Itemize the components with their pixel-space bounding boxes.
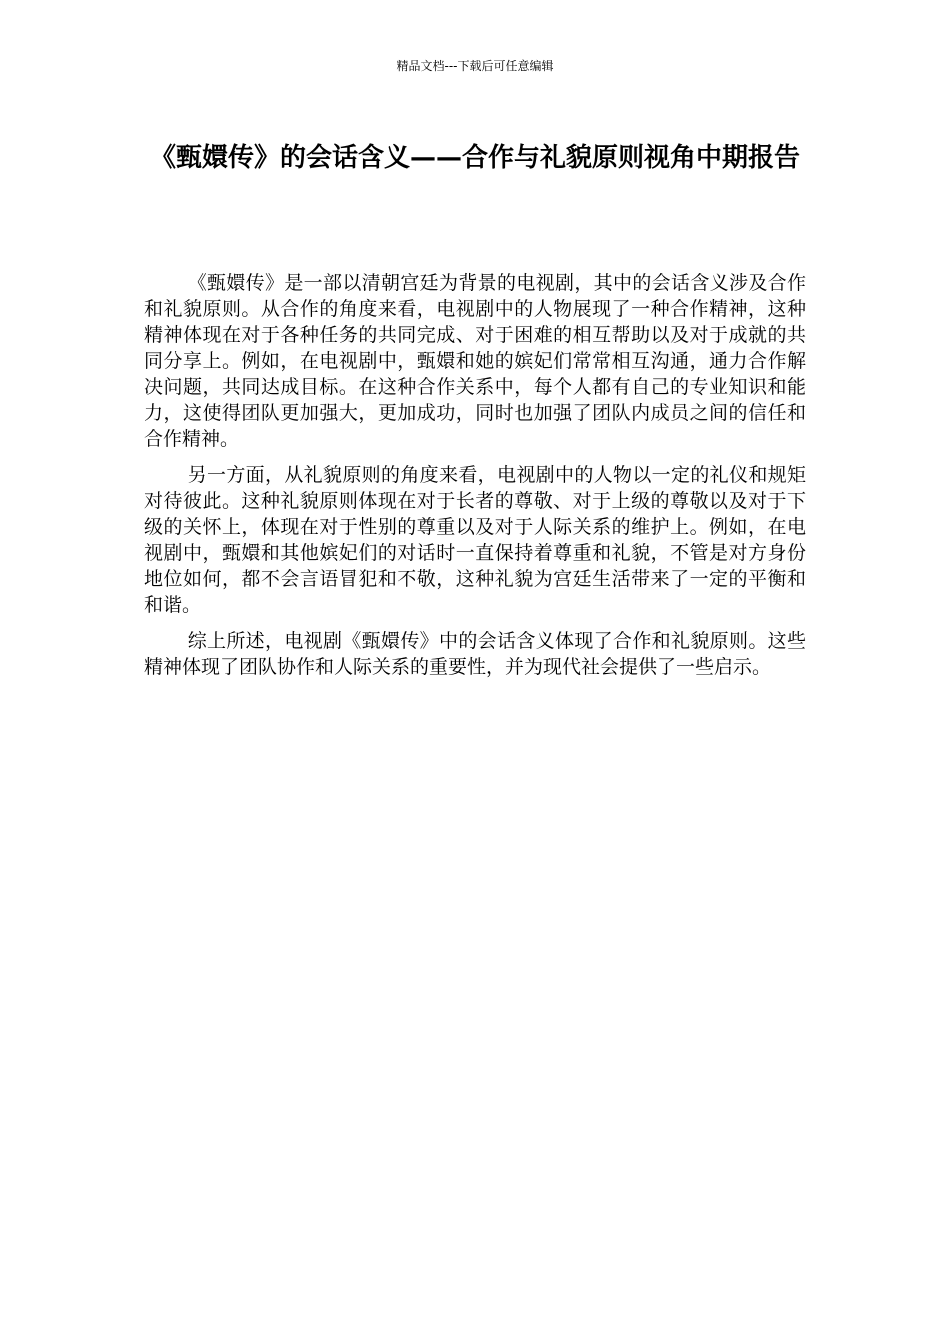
body-paragraph: 综上所述，电视剧《甄嬛传》中的会话含义体现了合作和礼貌原则。这些精神体现了团队协作和人际关系的重要性，并为现代社会提供了一些启示。 <box>144 630 806 678</box>
document-body <box>144 270 806 690</box>
body-paragraph: 另一方面，从礼貌原则的角度来看，电视剧中的人物以一定的礼仪和规矩对待彼此。这种礼貌原则体现在对于长者的尊敬、对于上级的尊敬以及对于下级的关怀上，体现在对于性别的尊重以及对于人际关系的维护上。例如，在电视剧中，甄嬛和其他嫔妃们的对话时一直保持着尊重和礼貌，不管是对方身份地位如何，都不会言语冒犯和不敬，这种礼貌为宫廷生活带来了一定的平衡和和谐。 <box>144 464 806 616</box>
page-header: 精品文档---下载后可任意编辑 <box>396 59 554 73</box>
body-paragraph: 《甄嬛传》是一部以清朝宫廷为背景的电视剧，其中的会话含义涉及合作和礼貌原则。从合作的角度来看，电视剧中的人物展现了一种合作精神，这种精神体现在对于各种任务的共同完成、对于困难的相互帮助以及对于成就的共同分享上。例如，在电视剧中，甄嬛和她的嫔妃们常常相互沟通，通力合作解决问题，共同达成目标。在这种合作关系中，每个人都有自己的专业知识和能力，这使得团队更加强大，更加成功，同时也加强了团队内成员之间的信任和合作精神。 <box>144 272 806 450</box>
document-title: 《甄嬛传》的会话含义——合作与礼貌原则视角中期报告 <box>149 143 800 173</box>
